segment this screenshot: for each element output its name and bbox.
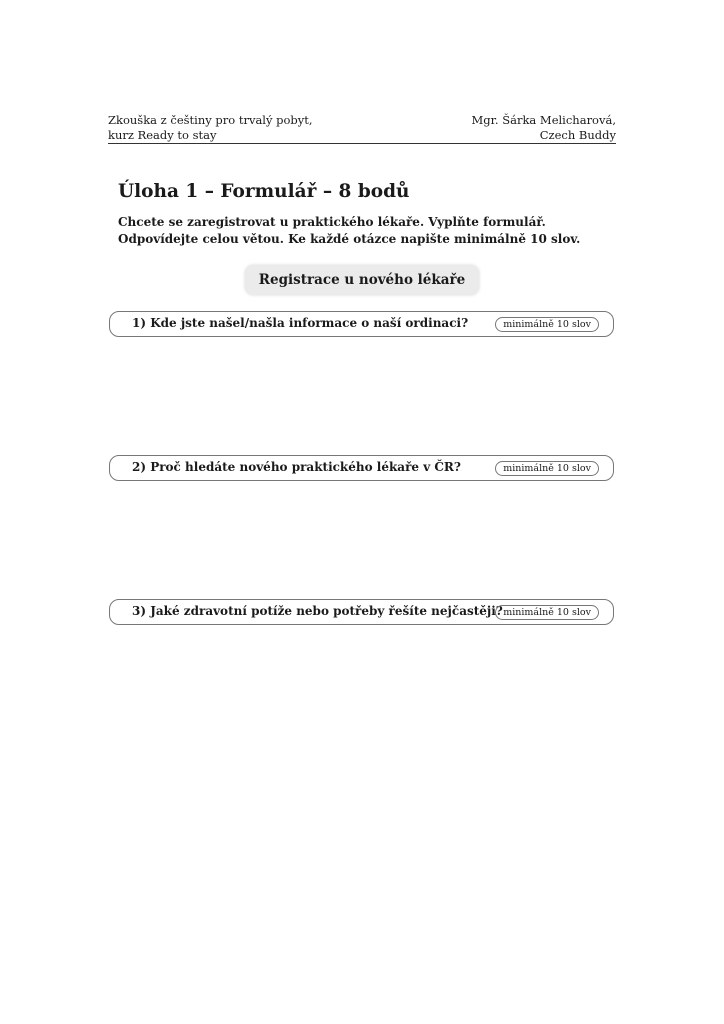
exam-title: Zkouška z češtiny pro trvalý pobyt, — [108, 113, 313, 127]
header-right — [472, 113, 616, 143]
question-label: 2) Proč hledáte nového praktického lékaře v ČR? — [132, 460, 461, 474]
min-words-badge: minimálně 10 slov — [495, 317, 599, 332]
task-instructions: Chcete se zaregistrovat u praktického lékaře. Vyplňte formulář. Odpovídejte celou větou. Ke každé otázce napište minimálně 10 slov. — [118, 215, 581, 246]
question-3 — [109, 599, 614, 625]
author-name: Mgr. Šárka Melicharová, — [471, 113, 616, 127]
header-left — [108, 113, 313, 143]
answer-area-2[interactable] — [109, 484, 614, 594]
course-name: kurz Ready to stay — [108, 128, 217, 142]
form-title: Registrace u nového lékaře — [245, 265, 479, 295]
min-words-badge: minimálně 10 slov — [495, 461, 599, 476]
question-2 — [109, 455, 614, 481]
organization-name: Czech Buddy — [539, 128, 616, 142]
question-label: 3) Jaké zdravotní potíže nebo potřeby řešíte nejčastěji? — [132, 604, 503, 618]
header-divider — [108, 143, 616, 144]
answer-area-1[interactable] — [109, 340, 614, 450]
min-words-badge: minimálně 10 slov — [495, 605, 599, 620]
task-title: Úloha 1 – Formulář – 8 bodů — [118, 181, 410, 202]
answer-area-3[interactable] — [109, 628, 614, 738]
question-1 — [109, 311, 614, 337]
question-label: 1) Kde jste našel/našla informace o naší ordinaci? — [132, 316, 469, 330]
